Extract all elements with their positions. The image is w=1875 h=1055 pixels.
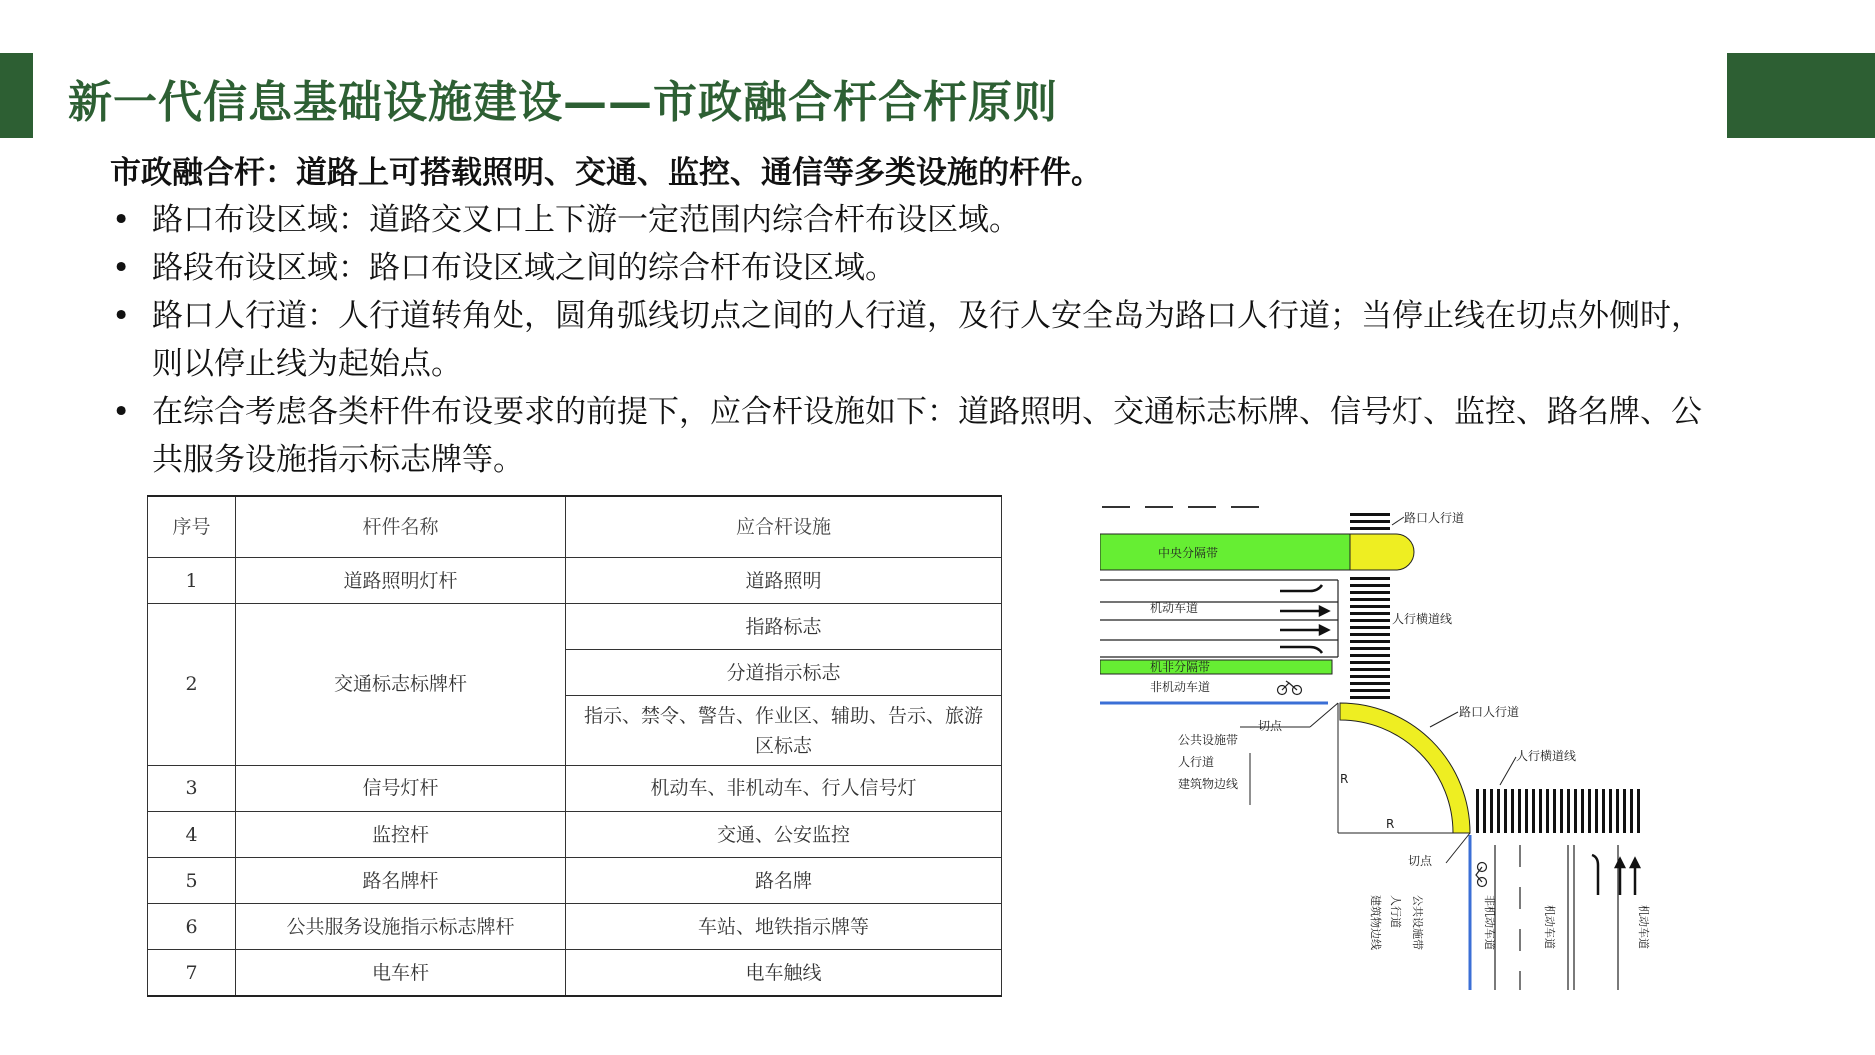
label-crosswalk-corner: 路口人行道 xyxy=(1459,705,1520,719)
row-facility: 指路标志 xyxy=(566,604,1002,650)
label-v-public-facility-belt: 公共设施带 xyxy=(1411,895,1424,950)
intro-content xyxy=(110,150,1710,484)
intersection-diagram xyxy=(1100,495,1650,990)
bicycle-icon xyxy=(1278,681,1302,695)
row-no: 2 xyxy=(148,604,236,766)
row-pole-name: 道路照明灯杆 xyxy=(236,557,566,603)
row-facility: 道路照明 xyxy=(566,557,1002,603)
bullet-segment-area: • 路段布设区域：路口布设区域之间的综合杆布设区域。 xyxy=(110,244,1710,292)
row-pole-name: 路名牌杆 xyxy=(236,858,566,904)
row-no: 4 xyxy=(148,812,236,858)
label-sidewalk: 人行道 xyxy=(1178,755,1215,769)
label-crosswalk-top: 路口人行道 xyxy=(1404,511,1465,525)
label-public-facility-belt: 公共设施带 xyxy=(1178,733,1239,747)
row-facility: 机动车、非机动车、行人信号灯 xyxy=(566,765,1002,811)
nonmotor-divider-strip xyxy=(1100,660,1332,674)
bullet-intersection-area: • 路口布设区域：道路交叉口上下游一定范围内综合杆布设区域。 xyxy=(110,196,1710,244)
row-no: 3 xyxy=(148,765,236,811)
label-radius-2: R xyxy=(1386,817,1395,831)
row-pole-name: 公共服务设施指示标志牌杆 xyxy=(236,904,566,950)
page-title: 新一代信息基础设施建设——市政融合杆合杆原则 xyxy=(68,77,1058,128)
lane-arrows xyxy=(1280,585,1328,653)
label-nonmotor-lane: 非机动车道 xyxy=(1150,680,1211,694)
principle-list xyxy=(110,196,1710,484)
bicycle-icon-vertical xyxy=(1476,863,1487,887)
row-facility: 分道指示标志 xyxy=(566,650,1002,696)
table-row xyxy=(148,604,1002,650)
row-no: 5 xyxy=(148,858,236,904)
row-facility: 交通、公安监控 xyxy=(566,812,1002,858)
vertical-lane-arrows xyxy=(1592,855,1639,895)
left-accent-bar xyxy=(0,53,33,138)
row-pole-name: 电车杆 xyxy=(236,950,566,996)
lead-definition: 市政融合杆：道路上可搭载照明、交通、监控、通信等多类设施的杆件。 xyxy=(110,155,1102,191)
pole-facility-table xyxy=(147,495,1002,997)
label-tangent-1: 切点 xyxy=(1258,719,1283,733)
label-v-motor-lane-1: 机动车道 xyxy=(1543,905,1556,949)
row-pole-name: 监控杆 xyxy=(236,812,566,858)
corner-crosswalk-arc xyxy=(1340,703,1470,833)
label-nonmotor-divider: 机非分隔带 xyxy=(1150,660,1211,674)
row-facility: 指示、禁令、警告、作业区、辅助、告示、旅游区标志 xyxy=(566,696,1002,766)
vertical-diagram-labels xyxy=(1369,895,1650,950)
label-v-motor-lane-2: 机动车道 xyxy=(1637,905,1650,949)
label-tangent-2: 切点 xyxy=(1408,854,1433,868)
table-row xyxy=(148,950,1002,996)
header-no: 序号 xyxy=(148,496,236,557)
table-header-row xyxy=(148,496,1002,557)
median-strip xyxy=(1100,534,1350,570)
header-pole-name: 杆件名称 xyxy=(236,496,566,557)
table-row xyxy=(148,765,1002,811)
row-facility: 车站、地铁指示牌等 xyxy=(566,904,1002,950)
header-facilities: 应合杆设施 xyxy=(566,496,1002,557)
row-no: 1 xyxy=(148,557,236,603)
right-accent-bar xyxy=(1727,53,1875,138)
bullet-intersection-sidewalk: • 路口人行道：人行道转角处，圆角弧线切点之间的人行道，及行人安全岛为路口人行道；当停止线在切点外侧时，则以停止线为起始点。 xyxy=(110,292,1710,388)
label-v-sidewalk: 人行道 xyxy=(1389,895,1402,928)
label-motor-lane: 机动车道 xyxy=(1150,601,1199,615)
row-facility: 路名牌 xyxy=(566,858,1002,904)
label-radius-1: R xyxy=(1340,772,1349,786)
table-row xyxy=(148,557,1002,603)
label-v-building-line: 建筑物边线 xyxy=(1369,895,1382,950)
table-row xyxy=(148,904,1002,950)
zebra-crossing-right xyxy=(1476,789,1640,833)
row-no: 7 xyxy=(148,950,236,996)
table-row xyxy=(148,812,1002,858)
row-pole-name: 信号灯杆 xyxy=(236,765,566,811)
label-zebra-2: 人行横道线 xyxy=(1516,749,1577,763)
table-row xyxy=(148,858,1002,904)
label-median: 中央分隔带 xyxy=(1158,546,1219,560)
label-v-nonmotor-lane: 非机动车道 xyxy=(1483,895,1496,950)
row-facility: 电车触线 xyxy=(566,950,1002,996)
median-crosswalk-island xyxy=(1350,534,1414,570)
row-no: 6 xyxy=(148,904,236,950)
label-zebra: 人行横道线 xyxy=(1392,612,1453,626)
label-building-line: 建筑物边线 xyxy=(1178,777,1239,791)
row-pole-name: 交通标志标牌杆 xyxy=(236,604,566,766)
bullet-combined-facilities: • 在综合考虑各类杆件布设要求的前提下，应合杆设施如下：道路照明、交通标志标牌、信号灯、监控、路名牌、公共服务设施指示标志牌等。 xyxy=(110,388,1710,484)
